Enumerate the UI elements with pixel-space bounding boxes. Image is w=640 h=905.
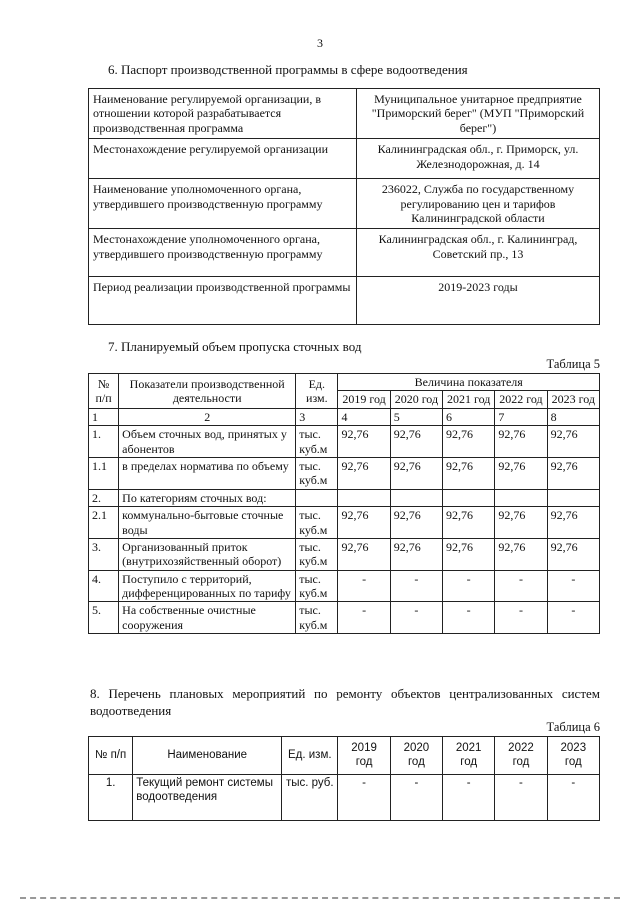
t5-row-value: 92,76	[495, 538, 547, 570]
passport-value: Калининградская обл., г. Приморск, ул. Железнодорожная, д. 14	[357, 139, 600, 179]
t5-row-value: 92,76	[443, 538, 495, 570]
section6-heading: 6. Паспорт производственной программы в сфере водоотведения	[108, 62, 468, 77]
table-row	[89, 775, 600, 821]
t6-header-year: 2023 год	[547, 737, 599, 775]
t5-row-value: -	[390, 602, 442, 634]
t5-row-value: -	[390, 570, 442, 602]
t6-row-value: -	[390, 775, 442, 821]
passport-label: Местонахождение регулируемой организации	[89, 139, 357, 179]
table5-caption: Таблица 5	[546, 357, 600, 371]
t5-row-value: 92,76	[390, 457, 442, 489]
passport-row	[89, 229, 600, 277]
table-row	[89, 457, 600, 489]
t6-header-year: 2019 год	[338, 737, 390, 775]
passport-row	[89, 277, 600, 325]
t5-row-num: 1.1	[89, 457, 119, 489]
t5-col-number: 8	[547, 408, 599, 425]
t5-row-unit: тыс. куб.м	[296, 602, 338, 634]
t5-header-num: № п/п	[89, 374, 119, 409]
t5-row-value: -	[547, 602, 599, 634]
passport-value: 236022, Служба по государственному регулированию цен и тарифов Калининградской области	[357, 179, 600, 229]
t5-row-value: 92,76	[443, 457, 495, 489]
t5-row-value: 92,76	[495, 426, 547, 458]
t5-row-value	[547, 489, 599, 506]
t5-row-value	[443, 489, 495, 506]
t5-row-value: 92,76	[547, 538, 599, 570]
table6-caption: Таблица 6	[546, 720, 600, 734]
t5-row-num: 1.	[89, 426, 119, 458]
passport-label: Наименование уполномоченного органа, утвердившего производственную программу	[89, 179, 357, 229]
scan-edge-line	[20, 897, 620, 899]
t6-header-name: Наименование	[133, 737, 282, 775]
t5-row-value: 92,76	[390, 538, 442, 570]
t5-row-num: 5.	[89, 602, 119, 634]
t5-row-value: 92,76	[390, 507, 442, 539]
t5-header-year: 2019 год	[338, 391, 390, 408]
t5-col-number: 4	[338, 408, 390, 425]
t5-row-value	[495, 489, 547, 506]
t5-header-indicator: Показатели производственной деятельности	[119, 374, 296, 409]
table-row	[89, 538, 600, 570]
t6-row-value: -	[495, 775, 547, 821]
t5-row-value	[338, 489, 390, 506]
table-row	[89, 489, 600, 506]
t5-row-value: 92,76	[338, 507, 390, 539]
t5-row-value: 92,76	[443, 426, 495, 458]
t6-header-num: № п/п	[89, 737, 133, 775]
t6-row-value: -	[338, 775, 390, 821]
t5-row-value: 92,76	[495, 457, 547, 489]
page-number: 3	[317, 36, 323, 50]
passport-label: Местонахождение уполномоченного органа, утвердившего производственную программу	[89, 229, 357, 277]
passport-row	[89, 139, 600, 179]
t6-header-year: 2022 год	[495, 737, 547, 775]
t5-row-value: -	[338, 602, 390, 634]
t5-row-name: коммунально-бытовые сточные воды	[119, 507, 296, 539]
passport-label: Период реализации производственной программы	[89, 277, 357, 325]
t5-row-name: Организованный приток (внутрихозяйственный оборот)	[119, 538, 296, 570]
t5-header-year: 2023 год	[547, 391, 599, 408]
t5-row-name: Объем сточных вод, принятых у абонентов	[119, 426, 296, 458]
t5-row-name: в пределах норматива по объему	[119, 457, 296, 489]
passport-row	[89, 89, 600, 139]
passport-row	[89, 179, 600, 229]
t5-row-value: -	[495, 602, 547, 634]
table-row	[89, 507, 600, 539]
t5-row-value: 92,76	[547, 507, 599, 539]
t5-row-num: 2.1	[89, 507, 119, 539]
t6-header-year: 2020 год	[390, 737, 442, 775]
t5-header-year: 2020 год	[390, 391, 442, 408]
t6-row-name: Текущий ремонт системы водоотведения	[133, 775, 282, 821]
t5-row-value: 92,76	[338, 426, 390, 458]
t5-header-value-group: Величина показателя	[338, 374, 600, 391]
t5-row-num: 3.	[89, 538, 119, 570]
t6-row-value: -	[547, 775, 599, 821]
t5-row-unit: тыс. куб.м	[296, 457, 338, 489]
t5-header-year: 2021 год	[443, 391, 495, 408]
t5-row-value: 92,76	[547, 426, 599, 458]
t5-row-value: 92,76	[547, 457, 599, 489]
table5	[88, 373, 600, 634]
t5-row-unit: тыс. куб.м	[296, 570, 338, 602]
t5-row-value: -	[495, 570, 547, 602]
t5-row-value: -	[338, 570, 390, 602]
t5-row-name: Поступило с территорий, дифференцированных по тарифу	[119, 570, 296, 602]
passport-value: Калининградская обл., г. Калининград, Советский пр., 13	[357, 229, 600, 277]
t5-col-number: 1	[89, 408, 119, 425]
t5-row-name: На собственные очистные сооружения	[119, 602, 296, 634]
t6-row-num: 1.	[89, 775, 133, 821]
t5-col-number: 5	[390, 408, 442, 425]
t5-row-value	[390, 489, 442, 506]
t5-row-value: -	[443, 570, 495, 602]
t5-row-value: 92,76	[443, 507, 495, 539]
t5-header-year: 2022 год	[495, 391, 547, 408]
t6-header-year: 2021 год	[443, 737, 495, 775]
table-row	[89, 570, 600, 602]
t6-row-value: -	[443, 775, 495, 821]
t5-col-number: 2	[119, 408, 296, 425]
table-row	[89, 602, 600, 634]
t5-col-number: 7	[495, 408, 547, 425]
t5-row-num: 2.	[89, 489, 119, 506]
t5-col-number: 3	[296, 408, 338, 425]
t5-col-number: 6	[443, 408, 495, 425]
t6-header-unit: Ед. изм.	[282, 737, 338, 775]
t5-header-unit: Ед. изм.	[296, 374, 338, 409]
t5-row-unit: тыс. куб.м	[296, 507, 338, 539]
t6-row-unit: тыс. руб.	[282, 775, 338, 821]
t5-row-value: 92,76	[390, 426, 442, 458]
passport-value: 2019-2023 годы	[357, 277, 600, 325]
t5-row-value: -	[547, 570, 599, 602]
passport-value: Муниципальное унитарное предприятие "Приморский берег" (МУП "Приморский берег")	[357, 89, 600, 139]
table6	[88, 736, 600, 821]
t5-row-name: По категориям сточных вод:	[119, 489, 296, 506]
passport-table	[88, 88, 600, 325]
t5-row-value: 92,76	[338, 457, 390, 489]
t5-row-unit	[296, 489, 338, 506]
t5-row-value: 92,76	[495, 507, 547, 539]
t5-row-unit: тыс. куб.м	[296, 538, 338, 570]
table-row	[89, 426, 600, 458]
section8-heading: 8. Перечень плановых мероприятий по ремонту объектов централизованных систем водоотведения	[90, 686, 600, 718]
t5-row-unit: тыс. куб.м	[296, 426, 338, 458]
t5-row-value: -	[443, 602, 495, 634]
t5-row-num: 4.	[89, 570, 119, 602]
passport-label: Наименование регулируемой организации, в отношении которой разрабатывается производственная программа	[89, 89, 357, 139]
t5-row-value: 92,76	[338, 538, 390, 570]
section7-heading: 7. Планируемый объем пропуска сточных вод	[108, 339, 362, 354]
